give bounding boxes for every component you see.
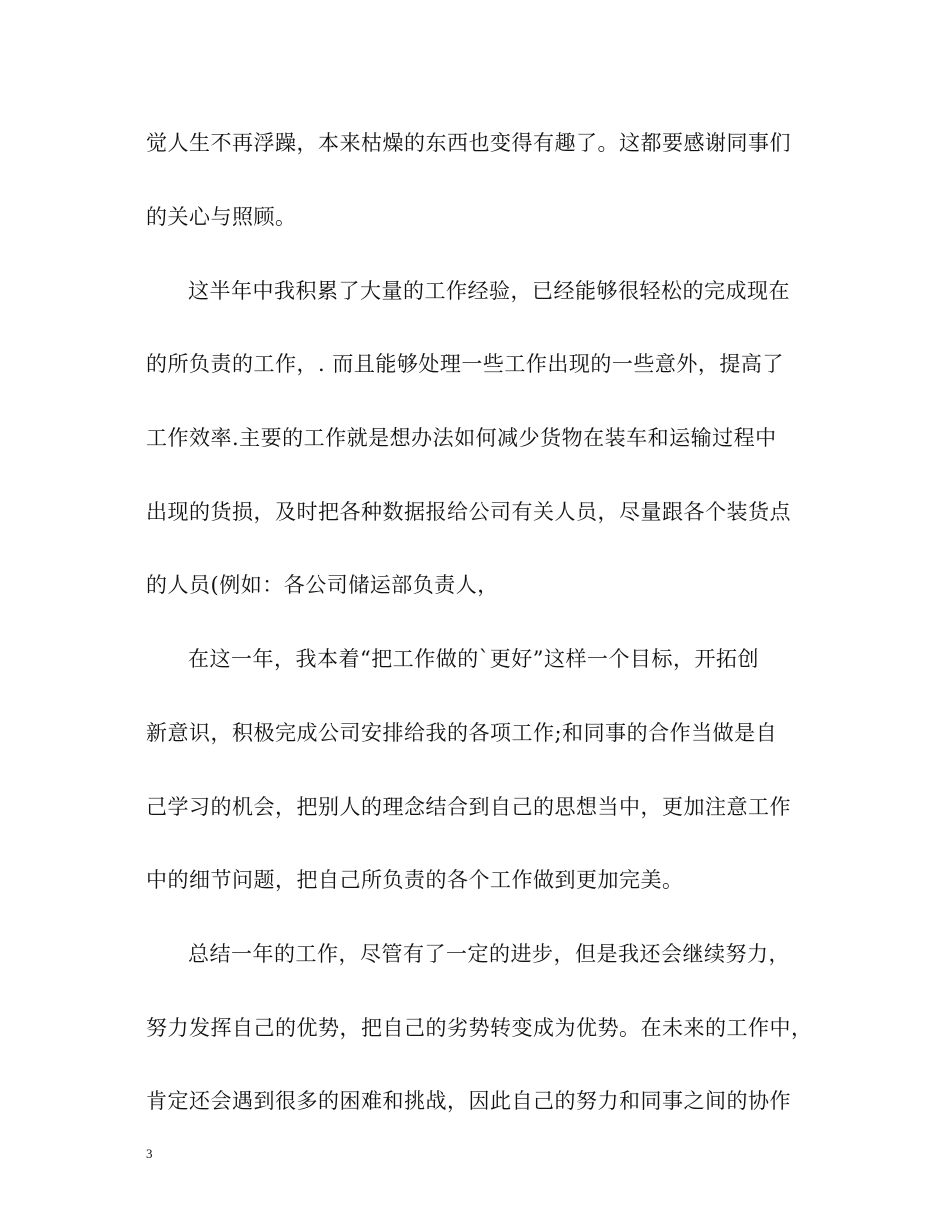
- text-line: 肯定还会遇到很多的困难和挑战，因此自己的努力和同事之间的协作: [146, 1089, 791, 1113]
- text-line: 的人员(例如：各公司储运部负责人，: [146, 573, 499, 597]
- page-number: 3: [146, 1146, 153, 1161]
- text-line: 出现的货损，及时把各种数据报给公司有关人员，尽量跟各个装货点: [146, 500, 791, 524]
- text-line: 中的细节问题，把自己所负责的各个工作做到更加完美。: [146, 868, 684, 892]
- text-line: 的所负责的工作，. 而且能够处理一些工作出现的一些意外，提高了: [146, 352, 784, 376]
- text-line: 觉人生不再浮躁，本来枯燥的东西也变得有趣了。这都要感谢同事们: [146, 131, 791, 155]
- paragraph-first-line: 总结一年的工作，尽管有了一定的进步，但是我还会继续努力，: [188, 942, 790, 966]
- text-line: 努力发挥自己的优势，把自己的劣势转变成为优势。在未来的工作中，: [146, 1016, 813, 1040]
- text-line: 的关心与照顾。: [146, 205, 297, 229]
- paragraph-first-line: 在这一年，我本着“把工作做的`更好”这样一个目标，开拓创: [188, 647, 759, 671]
- text-line: 新意识，积极完成公司安排给我的各项工作;和同事的合作当做是自: [146, 721, 778, 745]
- text-line: 己学习的机会，把别人的理念结合到自己的思想当中，更加注意工作: [146, 795, 791, 819]
- text-line: 工作效率.主要的工作就是想办法如何减少货物在装车和运输过程中: [146, 426, 777, 450]
- paragraph-first-line: 这半年中我积累了大量的工作经验，已经能够很轻松的完成现在: [188, 279, 790, 303]
